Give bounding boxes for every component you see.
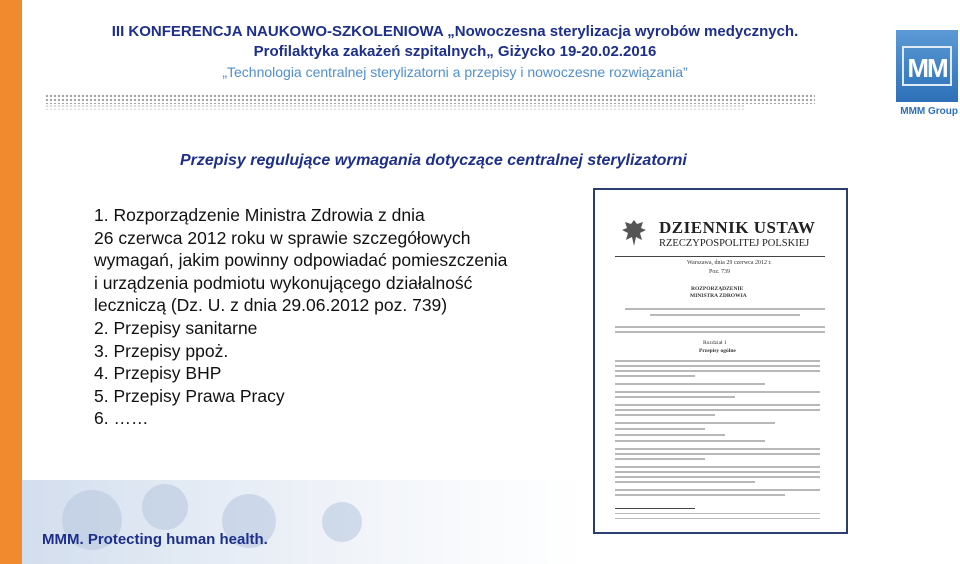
- text-line: [615, 453, 820, 455]
- list-line: 26 czerwca 2012 roku w sprawie szczegółowych: [94, 227, 471, 248]
- text-line: [615, 360, 820, 362]
- text-line: [615, 370, 820, 372]
- text-line: [615, 466, 820, 468]
- document-heading-1: ROZPORZĄDZENIE: [691, 286, 744, 292]
- text-line: [615, 331, 825, 333]
- logo-box: [896, 30, 958, 102]
- list-line: 5. Przepisy Prawa Pracy: [94, 385, 285, 406]
- text-line: [615, 471, 820, 473]
- left-accent-bar: [0, 0, 22, 564]
- text-line: [615, 326, 825, 328]
- dotted-divider: [45, 94, 815, 104]
- list-line: 4. Przepisy BHP: [94, 363, 222, 384]
- header-line-1: III KONFERENCJA NAUKOWO-SZKOLENIOWA „Nowoczesna sterylizacja wyrobów medycznych.: [111, 23, 799, 40]
- document-section: Rozdział 1: [703, 340, 727, 346]
- document-date: Warszawa, dnia 29 czerwca 2012 r.: [687, 260, 772, 266]
- footer-tagline: MMM. Protecting human health.: [42, 531, 268, 548]
- text-line: [615, 365, 820, 367]
- text-line: [615, 375, 695, 377]
- photo-shape: [142, 484, 188, 530]
- text-line: [615, 391, 820, 393]
- text-line: [615, 434, 725, 436]
- document-position: Poz. 739: [709, 269, 730, 275]
- text-line: [615, 518, 820, 519]
- conference-header: [40, 22, 870, 82]
- header-line-3: „Technologia centralnej sterylizatorni a przepisy i nowoczesne rozwiązania”: [222, 64, 688, 80]
- text-line: [615, 513, 820, 514]
- text-line: [615, 440, 765, 442]
- document-subtitle: RZECZYPOSPOLITEJ POLSKIEJ: [659, 238, 810, 249]
- text-line: [615, 476, 820, 478]
- mmm-logo: [896, 30, 958, 124]
- text-line: [615, 458, 705, 460]
- logo-text: MMM Group: [900, 106, 958, 117]
- document-rule: [615, 256, 825, 257]
- text-line: [615, 448, 820, 450]
- list-line: 1. Rozporządzenie Ministra Zdrowia z dnia: [94, 205, 425, 225]
- dotted-divider-faded: [45, 104, 745, 110]
- dziennik-ustaw-document: [593, 188, 848, 534]
- regulations-list: [94, 204, 584, 430]
- document-section-title: Przepisy ogólne: [699, 348, 736, 354]
- list-line: wymagań, jakim powinny odpowiadać pomieszczenia: [94, 250, 508, 271]
- footnote-rule: [615, 508, 695, 509]
- text-line: [615, 409, 820, 411]
- logo-mark: MM: [902, 46, 952, 86]
- list-line: 2. Przepisy sanitarne: [94, 317, 258, 338]
- eagle-emblem-icon: [621, 218, 647, 248]
- text-line: [615, 428, 705, 430]
- photo-shape: [322, 502, 362, 542]
- header-line-2: Profilaktyka zakażeń szpitalnych„ Giżycko 19-20.02.2016: [253, 43, 657, 60]
- list-line: 3. Przepisy ppoż.: [94, 340, 229, 361]
- text-line: [615, 414, 715, 416]
- text-line: [615, 383, 765, 385]
- list-line: 6. ……: [94, 408, 149, 429]
- medical-photo-banner: [22, 480, 582, 564]
- slide-subtitle: Przepisy regulujące wymagania dotyczące centralnej sterylizatorni: [180, 152, 687, 169]
- text-line: [625, 308, 825, 310]
- text-line: [615, 404, 820, 406]
- list-line: leczniczą (Dz. U. z dnia 29.06.2012 poz. 739): [94, 295, 448, 316]
- text-line: [615, 481, 755, 483]
- text-line: [615, 494, 785, 496]
- text-line: [615, 422, 775, 424]
- text-line: [650, 314, 800, 316]
- text-line: [615, 396, 735, 398]
- list-line: i urządzenia podmiotu wykonującego działalność: [94, 272, 473, 293]
- text-line: [615, 489, 820, 491]
- document-title: DZIENNIK USTAW: [659, 218, 816, 237]
- document-heading-2: MINISTRA ZDROWIA: [690, 293, 747, 299]
